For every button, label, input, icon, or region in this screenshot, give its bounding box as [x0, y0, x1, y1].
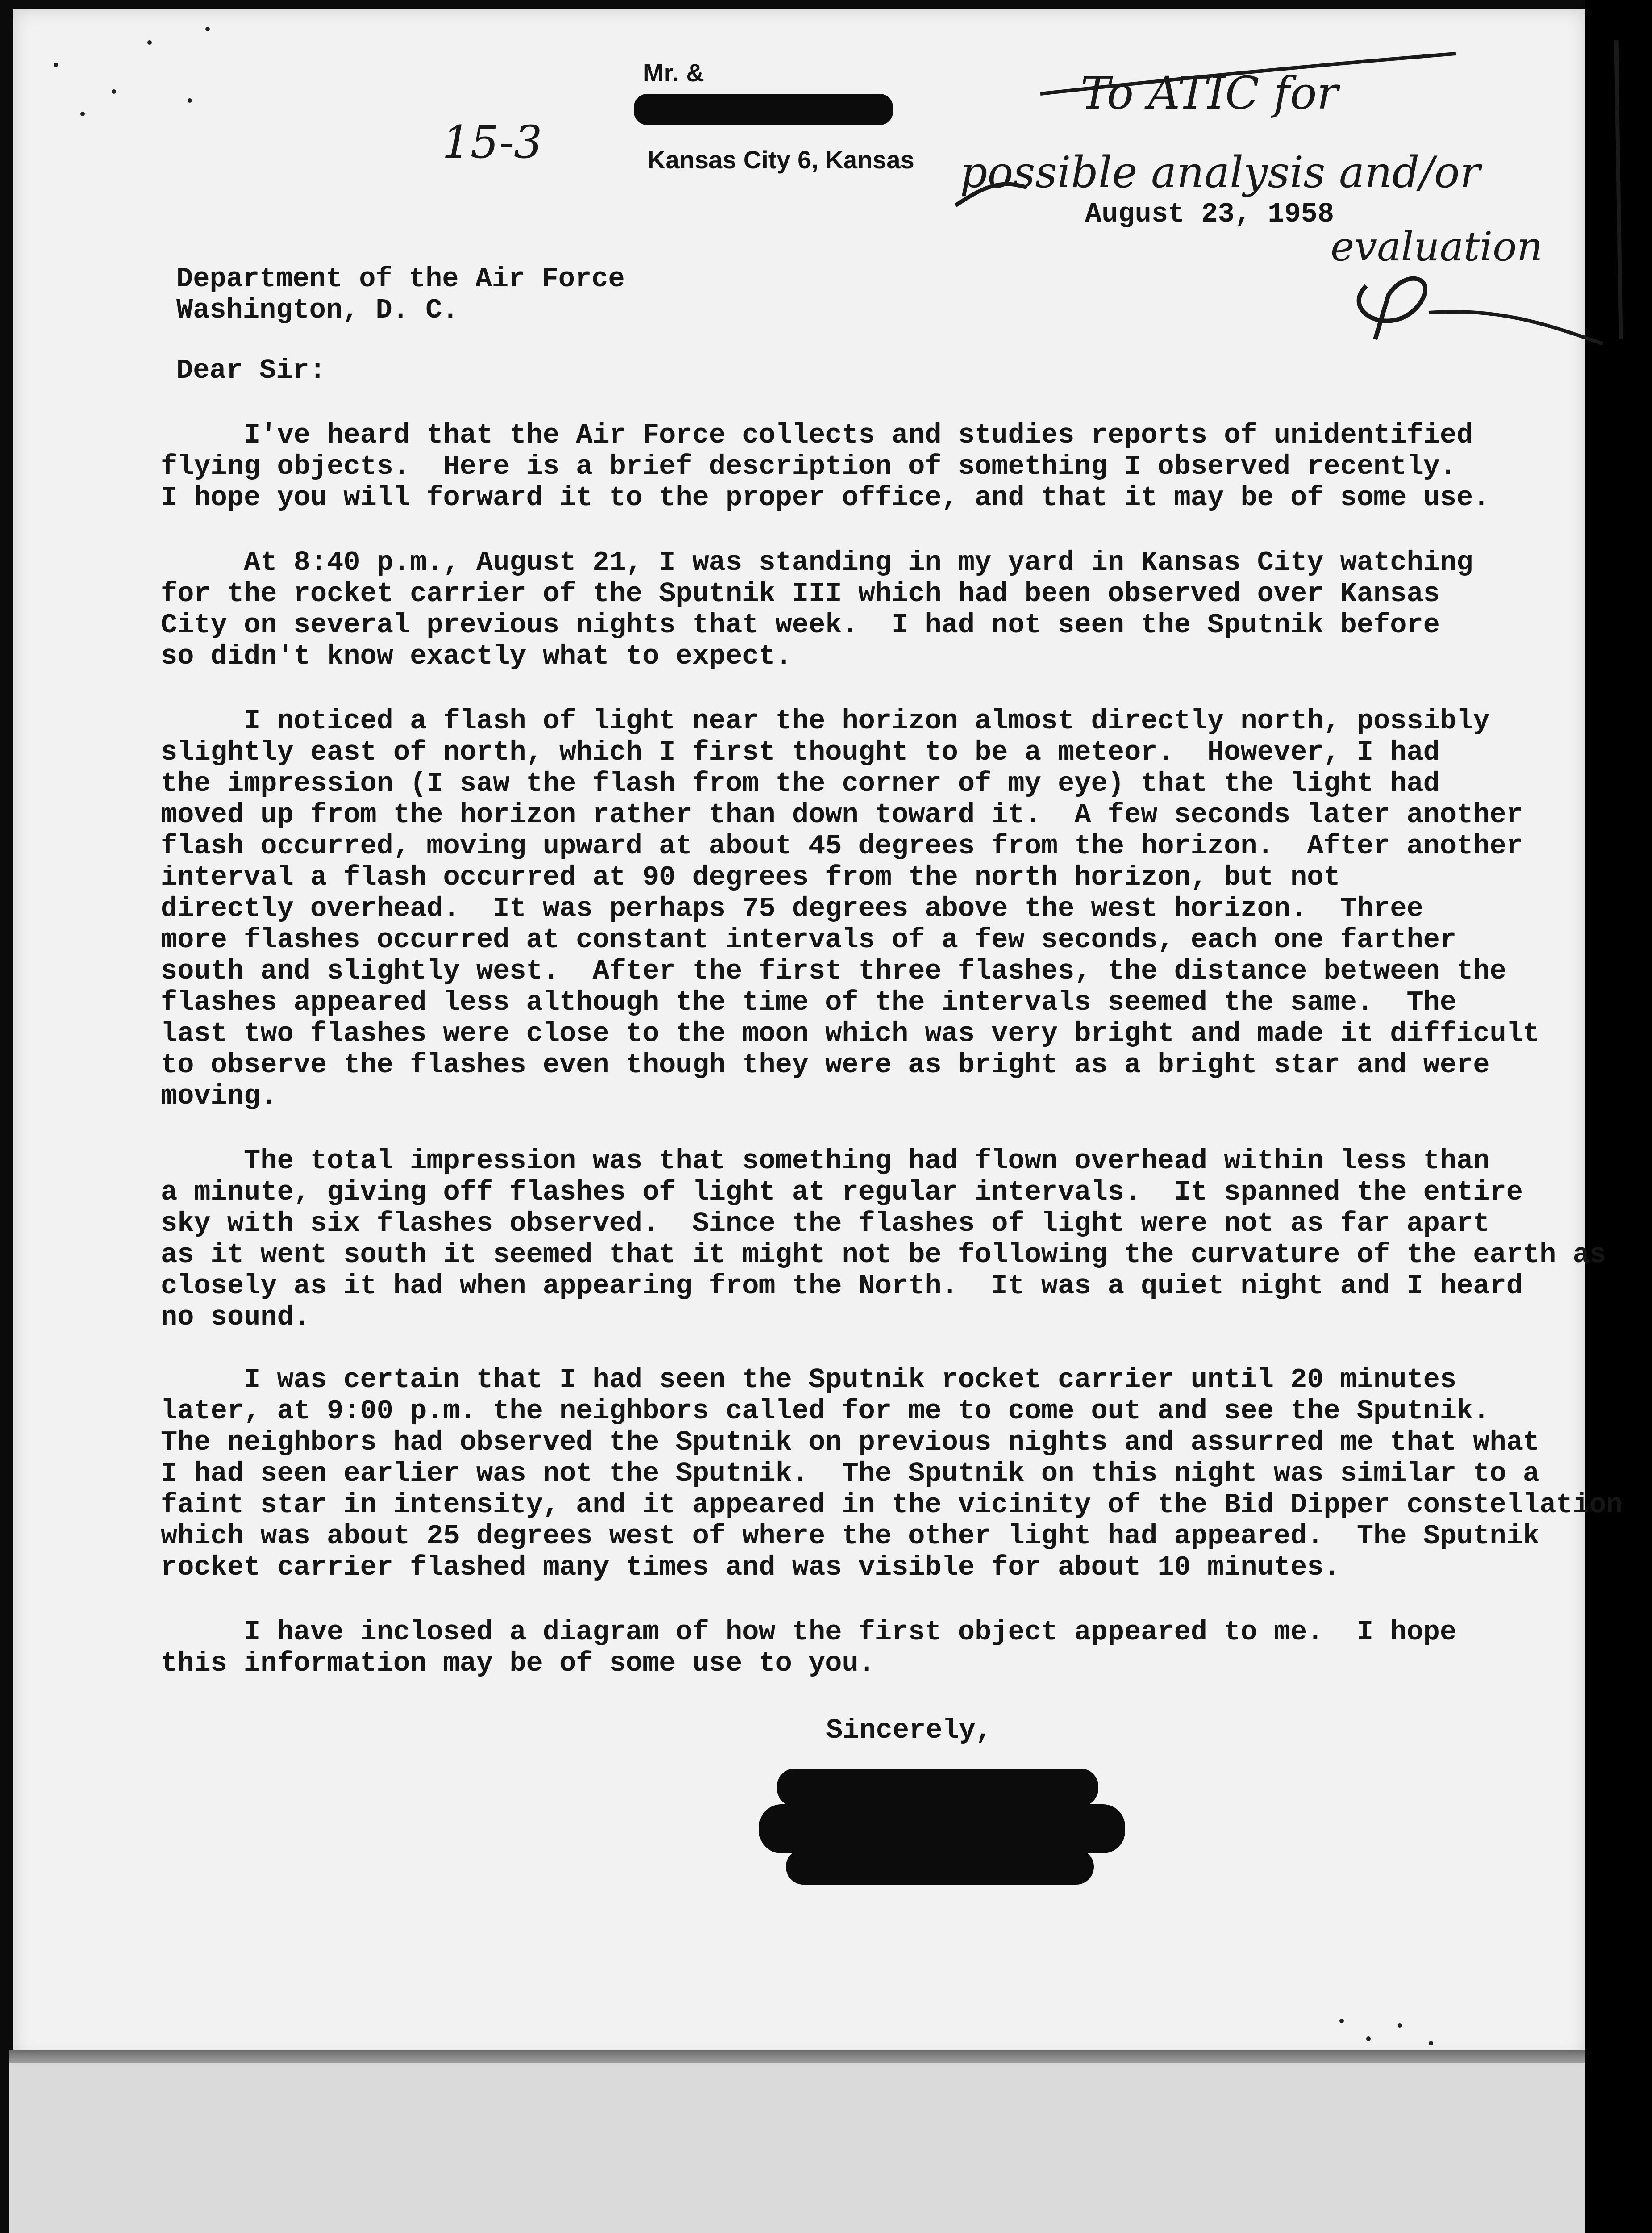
recipient-line-1: Department of the Air Force [176, 263, 625, 295]
paragraph-line: last two flashes were close to the moon which was very bright and made it difficult [161, 1018, 1540, 1050]
paragraph-5 [161, 1364, 1623, 1583]
dust-speck [1366, 2036, 1371, 2041]
paragraph-line: rocket carrier flashed many times and was visible for about 10 minutes. [161, 1551, 1340, 1583]
paragraph-line: as it went south it seemed that it might not be following the curvature of the earth as [161, 1239, 1606, 1271]
closing: Sincerely, [826, 1714, 993, 1746]
paragraph-line: I had seen earlier was not the Sputnik. The Sputnik on this night was similar to a [161, 1458, 1540, 1489]
paragraph-line: The neighbors had observed the Sputnik on previous nights and assurred me that what [161, 1426, 1540, 1458]
paragraph-line: south and slightly west. After the first three flashes, the distance between the [161, 955, 1506, 987]
margin-line-stroke [1616, 40, 1621, 339]
handwritten-file-number: 15-3 [442, 116, 542, 168]
routing-note-line-2: possible analysis and/or [960, 147, 1481, 197]
paragraph-line: slightly east of north, which I first thought to be a meteor. However, I had [161, 736, 1440, 768]
paragraph-line: flying objects. Here is a brief description of something I observed recently. [161, 451, 1457, 482]
handwriting-strokes [0, 0, 1652, 402]
initials-stroke [1359, 279, 1425, 339]
paragraph-line: moved up from the horizon rather than down toward it. A few seconds later another [161, 799, 1523, 831]
paragraph-1 [161, 420, 1489, 514]
paragraph-line: this information may be of some use to you. [161, 1648, 875, 1679]
paragraph-2 [161, 547, 1473, 672]
paragraph-6 [161, 1617, 1456, 1679]
dust-speck [1339, 2019, 1344, 2023]
letter-date: August 23, 1958 [1085, 198, 1335, 230]
paragraph-line: moving. [161, 1080, 277, 1112]
flourish-stroke [955, 184, 1027, 205]
paragraph-line: I hope you will forward it to the proper office, and that it may be of some use. [161, 482, 1490, 514]
dust-speck [1398, 2023, 1402, 2028]
paragraph-line: for the rocket carrier of the Sputnik III which had been observed over Kansas [161, 578, 1440, 610]
paragraph-line: flash occurred, moving upward at about 45 degrees from the horizon. After another [161, 830, 1523, 862]
routing-note-line-1: To ATIC for [1080, 67, 1339, 119]
letterhead-name: Mr. & [643, 59, 704, 87]
paragraph-line: I have inclosed a diagram of how the first object appeared to me. I hope [161, 1616, 1457, 1648]
paragraph-line: interval a flash occurred at 90 degrees from the north horizon, but not [161, 861, 1340, 893]
routing-note-line-3: evaluation [1331, 223, 1543, 270]
paragraph-line: a minute, giving off flashes of light at regular intervals. It spanned the entire [161, 1176, 1523, 1208]
paragraph-line: the impression (I saw the flash from the corner of my eye) that the light had [161, 768, 1440, 799]
paragraph-line: sky with six flashes observed. Since the flashes of light were not as far apart [161, 1208, 1490, 1239]
redacted-signature [786, 1849, 1094, 1885]
letterhead-city: Kansas City 6, Kansas [647, 146, 914, 174]
paragraph-4 [161, 1146, 1606, 1333]
paragraph-line: I noticed a flash of light near the horizon almost directly north, possibly [161, 705, 1490, 737]
signature-tail-stroke [1429, 312, 1603, 344]
paragraph-line: which was about 25 degrees west of where the other light had appeared. The Sputnik [161, 1520, 1540, 1552]
paragraph-line: closely as it had when appearing from the North. It was a quiet night and I heard [161, 1270, 1523, 1302]
redacted-signature [759, 1804, 1125, 1853]
paragraph-line: later, at 9:00 p.m. the neighbors called for me to come out and see the Sputnik. [161, 1395, 1490, 1427]
recipient-line-2: Washington, D. C. [176, 294, 459, 326]
paragraph-line: The total impression was that something had flown overhead within less than [161, 1145, 1490, 1177]
paragraph-line: more flashes occurred at constant intervals of a few seconds, each one farther [161, 924, 1457, 956]
paragraph-line: directly overhead. It was perhaps 75 degrees above the west horizon. Three [161, 893, 1423, 924]
paragraph-line: flashes appeared less although the time of the intervals seemed the same. The [161, 987, 1457, 1018]
paragraph-line: I've heard that the Air Force collects and studies reports of unidentified [161, 419, 1473, 451]
underline-stroke [1040, 54, 1456, 94]
paragraph-line: no sound. [161, 1301, 310, 1333]
underlying-sheet [9, 2063, 1585, 2233]
dust-speck [1429, 2041, 1433, 2045]
paragraph-line: to observe the flashes even though they were as bright as a bright star and were [161, 1049, 1490, 1081]
paragraph-line: so didn't know exactly what to expect. [161, 640, 792, 672]
redacted-signature [777, 1769, 1098, 1806]
paragraph-line: I was certain that I had seen the Sputnik rocket carrier until 20 minutes [161, 1364, 1457, 1396]
paragraph-line: City on several previous nights that week. I had not seen the Sputnik before [161, 609, 1440, 641]
paragraph-3 [161, 706, 1539, 1112]
salutation: Dear Sir: [176, 355, 326, 386]
paragraph-line: At 8:40 p.m., August 21, I was standing in my yard in Kansas City watching [161, 547, 1473, 578]
paragraph-line: faint star in intensity, and it appeared in the vicinity of the Bid Dipper constellation [161, 1489, 1623, 1521]
